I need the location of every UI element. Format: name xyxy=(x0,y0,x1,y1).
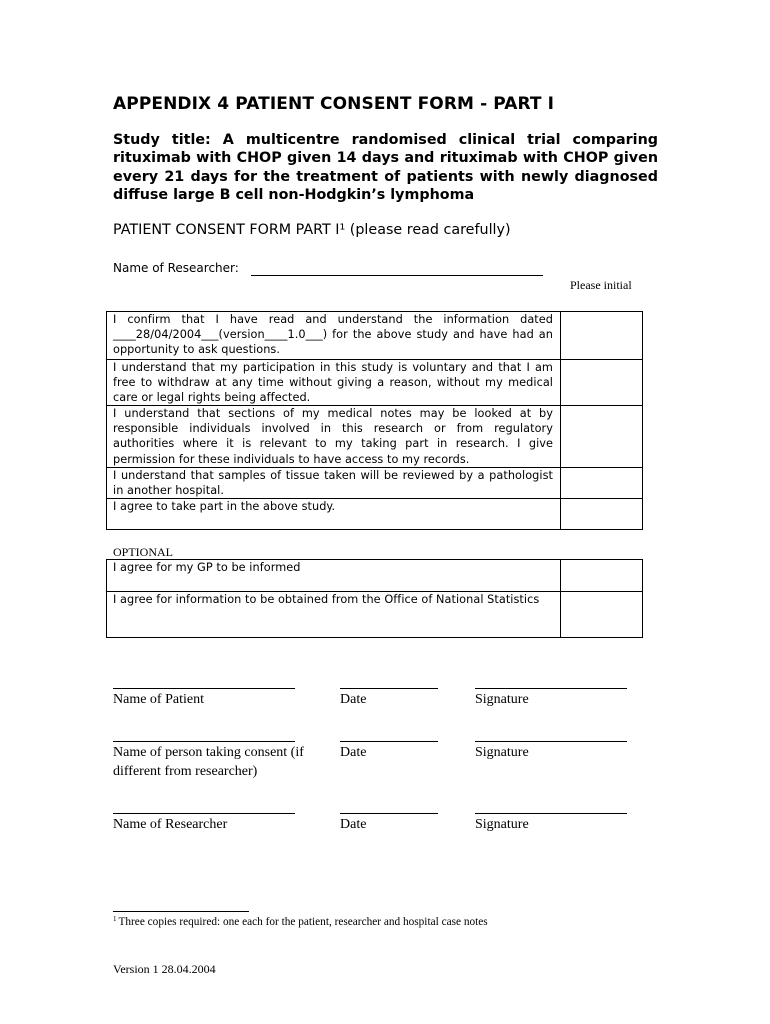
optional-statement: I agree for information to be obtained from the Office of National Statistics xyxy=(113,593,540,606)
researcher-sign-date-line[interactable] xyxy=(340,813,438,814)
footnote-divider xyxy=(113,911,249,912)
optional-row xyxy=(107,591,642,637)
patient-date-label: Date xyxy=(340,692,367,707)
study-title: Study title: A multicentre randomised clinical trial comparing rituximab with CHOP given 14 days and rituximab with CHOP given every 21 days for the treatment of patients with newly diagnosed diffuse large B cell non-Hodgkin’s lymphoma xyxy=(113,132,658,203)
consent-statement: I understand that samples of tissue taken will be reviewed by a pathologist in another hospital. xyxy=(113,469,553,498)
version-label: Version 1 28.04.2004 xyxy=(113,962,216,976)
footnote xyxy=(113,916,488,928)
consent-statement: I confirm that I have read and understand the information dated ____28/04/2004___(version____1.0___) for the above study and have had an opportunity to ask questions. xyxy=(113,313,553,357)
patient-signature-line[interactable] xyxy=(475,688,627,689)
researcher-sign-name-label: Name of Researcher xyxy=(113,817,228,832)
patient-signature-label: Signature xyxy=(475,692,529,707)
consent-taker-date-label: Date xyxy=(340,745,367,760)
optional-statement: I agree for my GP to be informed xyxy=(113,561,301,574)
consent-row xyxy=(107,359,642,405)
optional-label: OPTIONAL xyxy=(113,545,173,559)
consent-taker-signature-line[interactable] xyxy=(475,741,627,742)
consent-taker-signature-label: Signature xyxy=(475,745,529,760)
initial-box[interactable] xyxy=(560,406,642,467)
optional-table xyxy=(106,559,643,638)
patient-name-label: Name of Patient xyxy=(113,692,204,707)
researcher-sign-date-label: Date xyxy=(340,817,367,832)
researcher-sign-name-line[interactable] xyxy=(113,813,295,814)
initial-box[interactable] xyxy=(560,499,642,529)
researcher-name-label: Name of Researcher: xyxy=(113,261,239,275)
initial-box[interactable] xyxy=(560,312,642,359)
consent-taker-name-label: Name of person taking consent (if different from researcher) xyxy=(113,745,304,779)
consent-row xyxy=(107,498,642,529)
consent-row xyxy=(107,467,642,498)
consent-statement: I understand that my participation in this study is voluntary and that I am free to withdraw at any time without giving a reason, without my medical care or legal rights being affected. xyxy=(113,361,553,405)
consent-table xyxy=(106,311,643,530)
form-heading: APPENDIX 4 PATIENT CONSENT FORM - PART I xyxy=(113,94,555,114)
initial-box[interactable] xyxy=(560,360,642,405)
please-initial-label: Please initial xyxy=(570,278,632,292)
researcher-sign-signature-label: Signature xyxy=(475,817,529,832)
initial-box[interactable] xyxy=(560,468,642,498)
researcher-name-field[interactable] xyxy=(251,275,543,276)
initial-box[interactable] xyxy=(560,560,642,591)
consent-statement: I understand that sections of my medical notes may be looked at by responsible individuals involved in this research or from regulatory authorities where it is relevant to my taking part in research. I give permission for these individuals to have access to my records. xyxy=(113,407,553,466)
optional-row xyxy=(107,560,642,591)
consent-taker-name-line[interactable] xyxy=(113,741,295,742)
initial-box[interactable] xyxy=(560,592,642,637)
consent-row xyxy=(107,405,642,467)
patient-name-line[interactable] xyxy=(113,688,295,689)
consent-row xyxy=(107,312,642,359)
footnote-marker: 1 xyxy=(113,915,117,923)
consent-taker-date-line[interactable] xyxy=(340,741,438,742)
patient-date-line[interactable] xyxy=(340,688,438,689)
consent-subtitle: PATIENT CONSENT FORM PART I¹ (please read carefully) xyxy=(113,222,511,238)
consent-statement: I agree to take part in the above study. xyxy=(113,500,336,513)
footnote-text: Three copies required: one each for the patient, researcher and hospital case notes xyxy=(118,916,488,928)
researcher-sign-signature-line[interactable] xyxy=(475,813,627,814)
